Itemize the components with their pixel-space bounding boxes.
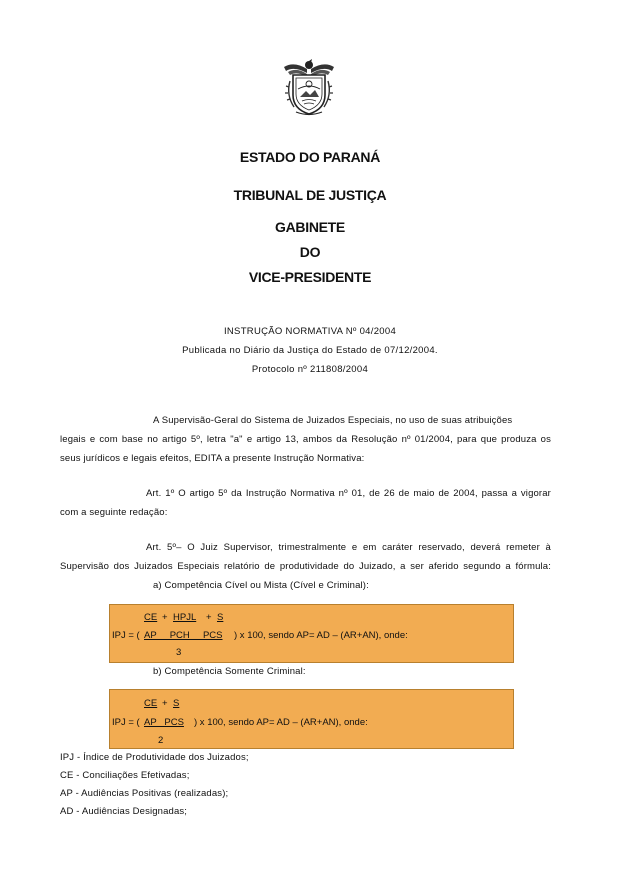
protocol-number: Protocolo nº 211808/2004 <box>251 364 369 375</box>
intro-line-1: A Supervisão-Geral do Sistema de Juizados Especiais, no uso de suas atribuições <box>153 415 513 426</box>
formula-b-ce: CE <box>144 698 158 709</box>
definition-ipj: IPJ - Índice de Produtividade dos Juizados; <box>60 752 249 763</box>
formula-a-denominator: AP PCH PCS <box>144 630 223 641</box>
formula-b-denominator: AP PCS <box>144 717 184 728</box>
formula-a-s: S <box>217 612 224 623</box>
formula-a-hpjl: HPJL <box>173 612 197 623</box>
art5-line-2: Supervisão dos Juizados Especiais relatório de produtividade do Juizado, a ser aferido segundo a fórmula: <box>60 561 551 572</box>
formula-a-plus-1: + <box>162 612 168 623</box>
art1-line-1: Art. 1º O artigo 5º da Instrução Normativa nº 01, de 26 de maio de 2004, passa a vigorar <box>146 488 551 499</box>
formula-a-box <box>109 604 514 663</box>
instruction-title: INSTRUÇÃO NORMATIVA Nº 04/2004 <box>223 326 397 337</box>
definition-ap: AP - Audiências Positivas (realizadas); <box>60 788 229 799</box>
definition-ad: AD - Audiências Designadas; <box>60 806 188 817</box>
intro-line-3: seus jurídicos e legais efeitos, EDITA a presente Instrução Normativa: <box>60 453 365 464</box>
state-title: ESTADO DO PARANÁ <box>239 149 381 165</box>
parana-coat-of-arms-icon <box>280 57 338 117</box>
court-title: TRIBUNAL DE JUSTIÇA <box>233 187 387 203</box>
formula-a-label: a) Competência Cível ou Mista (Cível e Criminal): <box>153 580 369 591</box>
intro-line-2: legais e com base no artigo 5º, letra "a" e artigo 13, ambos da Resolução nº 01/2004, para que produza os <box>60 434 551 445</box>
formula-a-ipj-prefix: IPJ = ( <box>112 630 140 641</box>
formula-a-divisor: 3 <box>176 647 182 658</box>
formula-b-divisor: 2 <box>158 735 164 746</box>
formula-b-plus-1: + <box>162 698 168 709</box>
formula-a-ce: CE <box>144 612 158 623</box>
formula-b-ipj-suffix: ) x 100, sendo AP= AD – (AR+AN), onde: <box>194 717 368 728</box>
art1-line-2: com a seguinte redação: <box>60 507 168 518</box>
formula-b-label: b) Competência Somente Criminal: <box>153 666 306 677</box>
definition-ce: CE - Conciliações Efetivadas; <box>60 770 190 781</box>
office-title-line2: DO <box>299 244 321 260</box>
publication-note: Publicada no Diário da Justiça do Estado de 07/12/2004. <box>182 345 438 356</box>
art5-line-1: Art. 5º– O Juiz Supervisor, trimestralmente e em caráter reservado, deverá remeter à <box>146 542 551 553</box>
formula-a-plus-2: + <box>206 612 212 623</box>
office-title-line1: GABINETE <box>275 219 345 235</box>
formula-a-ipj-suffix: ) x 100, sendo AP= AD – (AR+AN), onde: <box>234 630 408 641</box>
formula-b-ipj-prefix: IPJ = ( <box>112 717 140 728</box>
office-title-line3: VICE-PRESIDENTE <box>248 269 372 285</box>
formula-b-box <box>109 689 514 749</box>
formula-b-s: S <box>173 698 180 709</box>
